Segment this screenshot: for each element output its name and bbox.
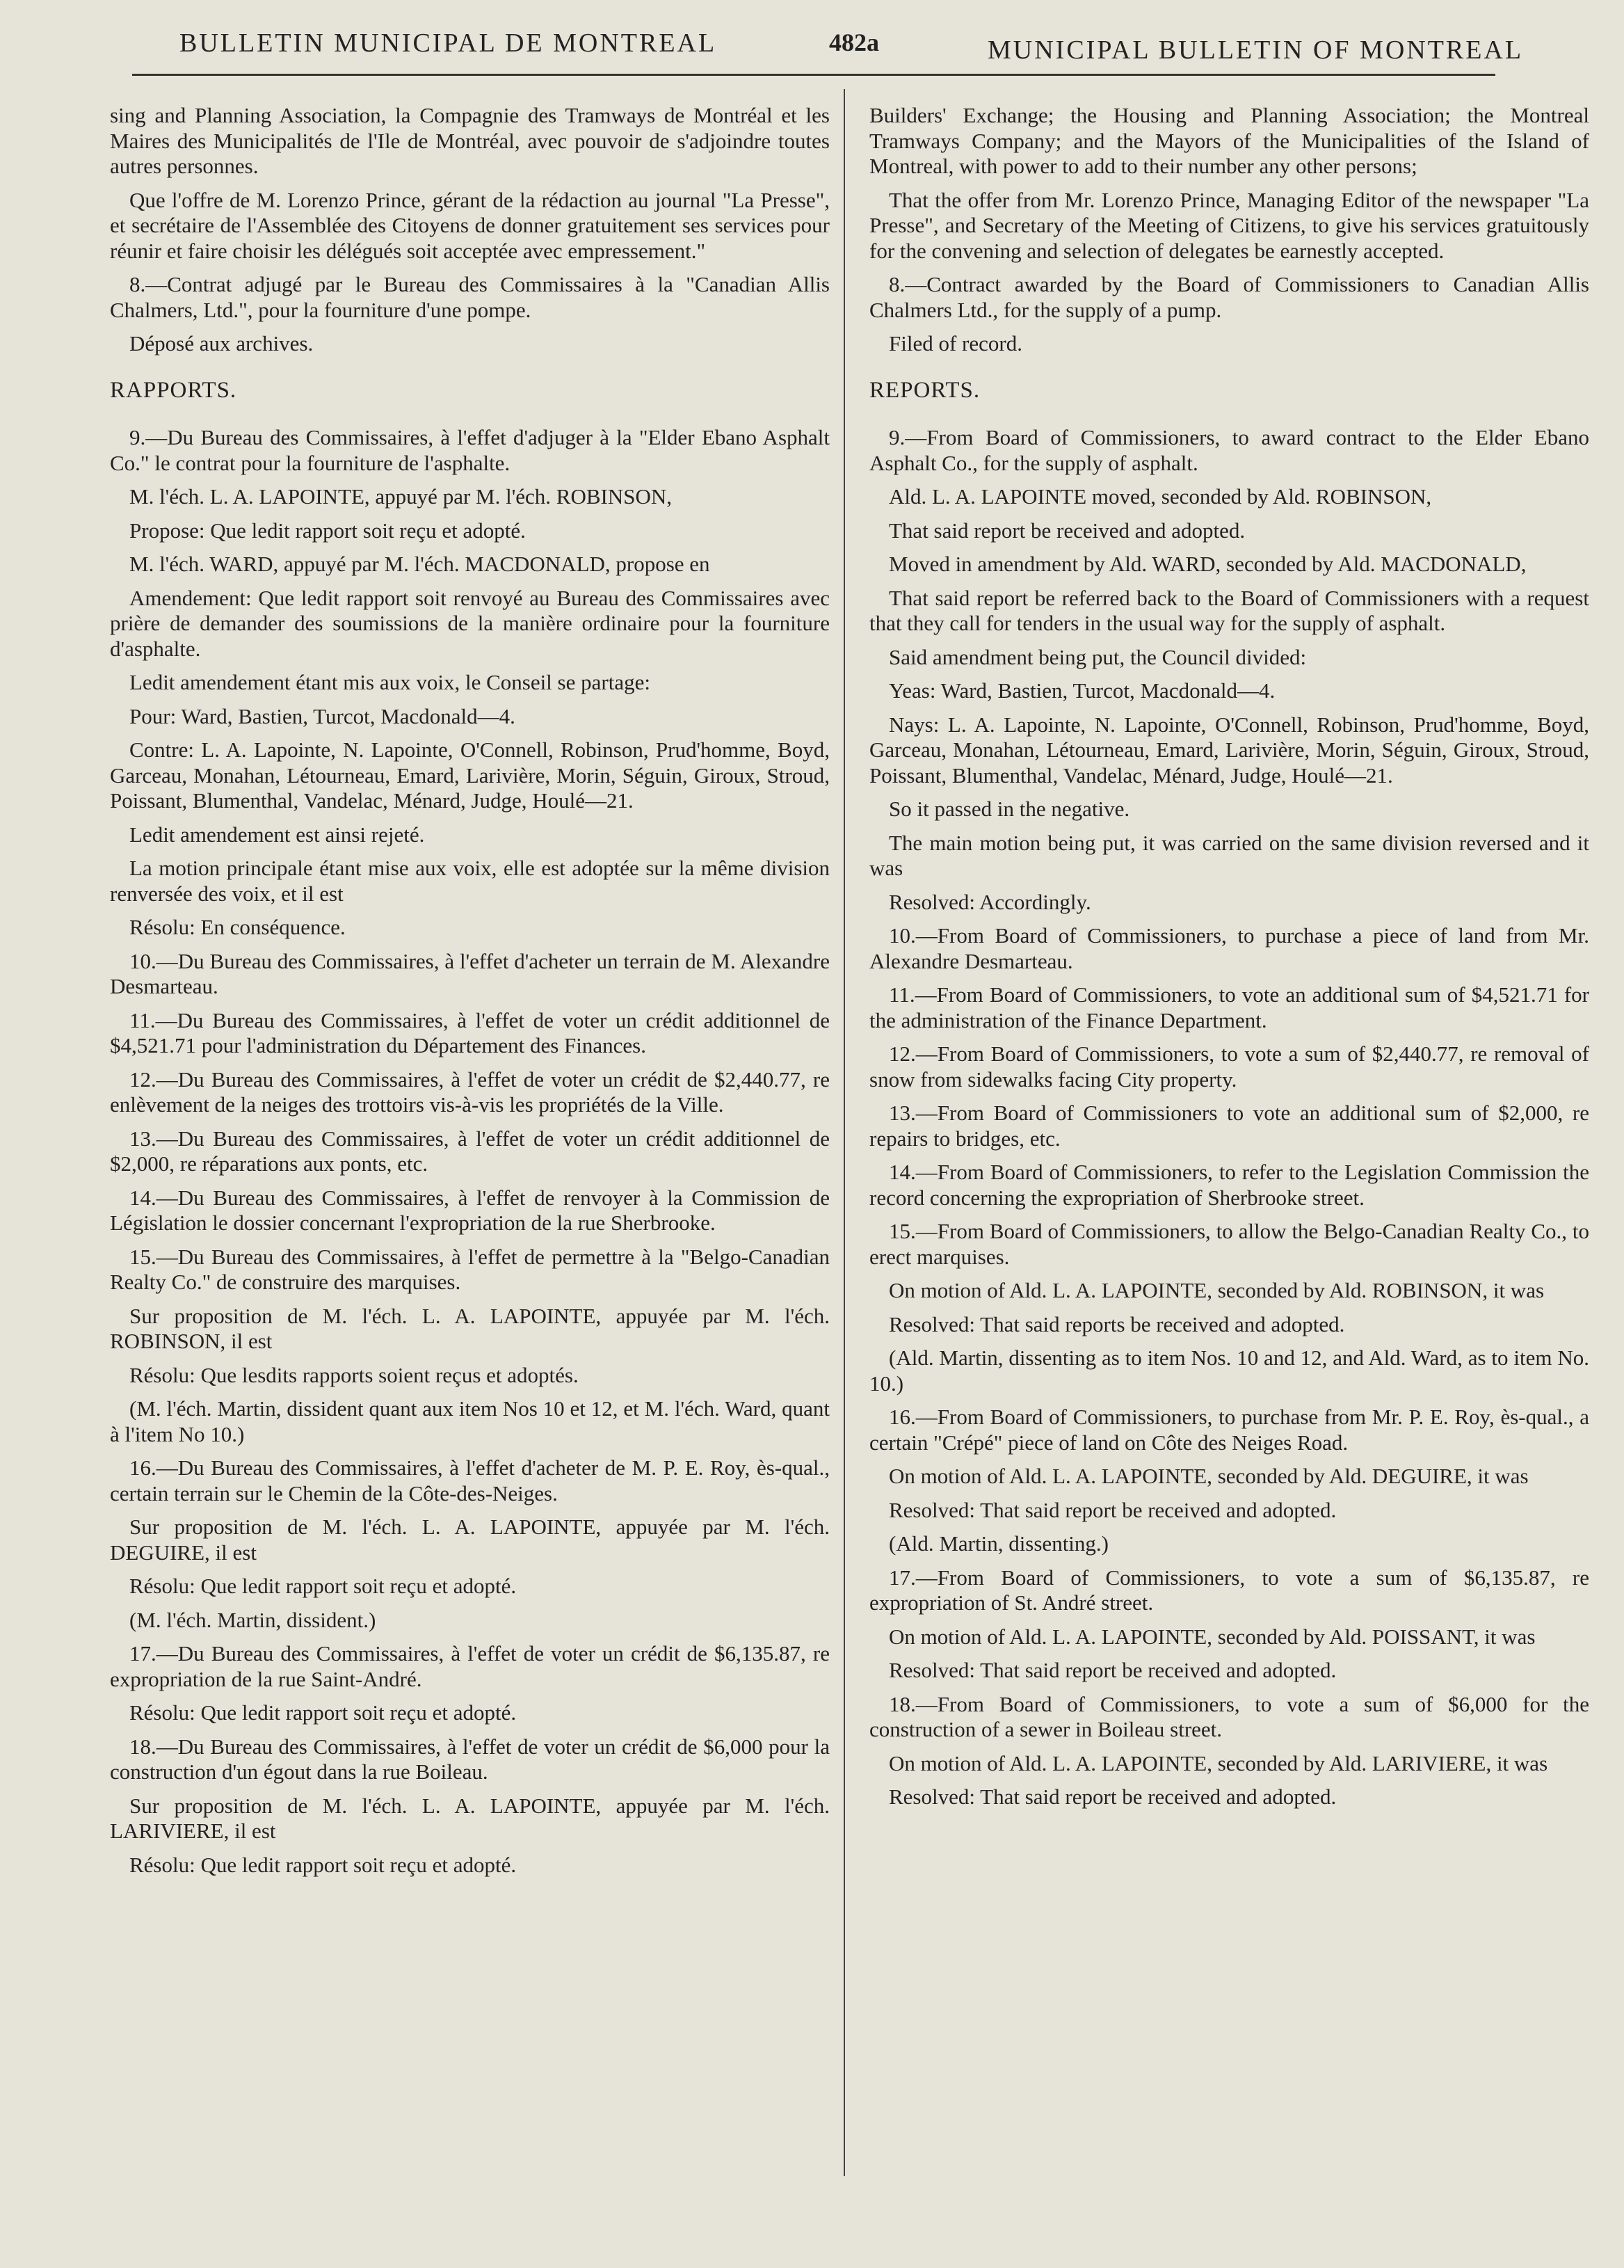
paragraph: So it passed in the negative. <box>889 797 1130 821</box>
paragraph: Résolu: Que ledit rapport soit reçu et adopté. <box>129 1700 517 1725</box>
paragraph: On motion of Ald. L. A. LAPOINTE, seconded by Ald. DEGUIRE, it was <box>889 1464 1529 1488</box>
paragraph: 12.—Du Bureau des Commissaires, à l'effet de voter un crédit de $2,440.77, re enlèvement de la neiges des trottoirs vis-à-vis les propriétés de la Ville. <box>110 1067 830 1117</box>
paragraph: Pour: Ward, Bastien, Turcot, Macdonald—4. <box>129 703 515 728</box>
paragraph: 18.—From Board of Commissioners, to vote a sum of $6,000 for the construction of a sewer in Boileau street. <box>869 1691 1589 1741</box>
paragraph: sing and Planning Association, la Compagnie des Tramways de Montréal et les Maires des Municipalités de l'Ile de Montréal, avec pouvoir de s'adjoindre toutes autres personnes. <box>110 103 830 178</box>
english-column <box>869 103 1589 1819</box>
paragraph: M. l'éch. L. A. LAPOINTE, appuyé par M. l'éch. ROBINSON, <box>129 484 673 509</box>
paragraph: Sur proposition de M. l'éch. L. A. LAPOINTE, appuyée par M. l'éch. LARIVIERE, il est <box>110 1793 830 1843</box>
paragraph: On motion of Ald. L. A. LAPOINTE, seconded by Ald. LARIVIERE, it was <box>889 1750 1548 1775</box>
paragraph: 14.—Du Bureau des Commissaires, à l'effet de renvoyer à la Commission de Législation le dossier concernant l'expropriation de la rue Sherbrooke. <box>110 1185 830 1235</box>
paragraph: 13.—Du Bureau des Commissaires, à l'effet de voter un crédit additionnel de $2,000, re réparations aux ponts, etc. <box>110 1126 830 1176</box>
paragraph: Sur proposition de M. l'éch. L. A. LAPOINTE, appuyée par M. l'éch. DEGUIRE, il est <box>110 1515 830 1565</box>
column-divider <box>844 89 845 2176</box>
paragraph: Propose: Que ledit rapport soit reçu et adopté. <box>129 518 526 543</box>
paragraph: Yeas: Ward, Bastien, Turcot, Macdonald—4. <box>889 678 1276 703</box>
paragraph: (M. l'éch. Martin, dissident quant aux item Nos 10 et 12, et M. l'éch. Ward, quant à l'item No 10.) <box>110 1396 830 1446</box>
paragraph: Résolu: Que ledit rapport soit reçu et adopté. <box>129 1852 517 1877</box>
paragraph: 15.—From Board of Commissioners, to allow the Belgo-Canadian Realty Co., to erect marquises. <box>869 1219 1589 1269</box>
paragraph: (Ald. Martin, dissenting.) <box>889 1531 1109 1556</box>
paragraph: Ledit amendement est ainsi rejeté. <box>129 822 425 847</box>
header-title-french: BULLETIN MUNICIPAL DE MONTREAL <box>179 29 717 58</box>
paragraph: 8.—Contract awarded by the Board of Commissioners to Canadian Allis Chalmers Ltd., for the supply of a pump. <box>869 272 1589 322</box>
paragraph: Nays: L. A. Lapointe, N. Lapointe, O'Connell, Robinson, Prud'homme, Boyd, Garceau, Monahan, Létourneau, Emard, Larivière, Morin, Séguin, Giroux, Stroud, Poissant, Blumenthal, Vandelac, Ménard, Judge, Houlé—21. <box>869 712 1589 788</box>
paragraph: Ald. L. A. LAPOINTE moved, seconded by Ald. ROBINSON, <box>889 484 1432 509</box>
paragraph: Résolu: Que lesdits rapports soient reçus et adoptés. <box>129 1362 579 1387</box>
paragraph: Said amendment being put, the Council divided: <box>889 644 1307 669</box>
paragraph: Sur proposition de M. l'éch. L. A. LAPOINTE, appuyée par M. l'éch. ROBINSON, il est <box>110 1303 830 1353</box>
paragraph: 11.—Du Bureau des Commissaires, à l'effet de voter un crédit additionnel de $4,521.71 pour l'administration du Département des Finances. <box>110 1007 830 1057</box>
page-header <box>0 28 1624 70</box>
paragraph: Résolu: En conséquence. <box>129 915 346 939</box>
paragraph: 10.—From Board of Commissioners, to purchase a piece of land from Mr. Alexandre Desmarteau. <box>869 923 1589 973</box>
paragraph: Builders' Exchange; the Housing and Planning Association; the Montreal Tramways Company; and the Mayors of the Municipalities of the Island of Montreal, with power to add to their number any other persons; <box>869 103 1589 178</box>
paragraph: Resolved: Accordingly. <box>889 889 1091 914</box>
paragraph: On motion of Ald. L. A. LAPOINTE, seconded by Ald. ROBINSON, it was <box>889 1278 1545 1302</box>
paragraph: Moved in amendment by Ald. WARD, seconded by Ald. MACDONALD, <box>889 552 1527 576</box>
paragraph: Resolved: That said report be received and adopted. <box>889 1658 1337 1682</box>
french-column <box>110 103 830 1886</box>
paragraph: 9.—Du Bureau des Commissaires, à l'effet d'adjuger à la "Elder Ebano Asphalt Co." le contrat pour la fourniture de l'asphalte. <box>110 425 830 475</box>
paragraph: 13.—From Board of Commissioners to vote an additional sum of $2,000, re repairs to bridges, etc. <box>869 1101 1589 1151</box>
paragraph: The main motion being put, it was carried on the same division reversed and it was <box>869 830 1589 880</box>
paragraph: 14.—From Board of Commissioners, to refer to the Legislation Commission the record concerning the expropriation of Sherbrooke street. <box>869 1160 1589 1210</box>
paragraph: On motion of Ald. L. A. LAPOINTE, seconded by Ald. POISSANT, it was <box>889 1624 1536 1649</box>
paragraph: That the offer from Mr. Lorenzo Prince, Managing Editor of the newspaper "La Presse", and Secretary of the Meeting of Citizens, to give his services gratuitously for the convening and selection of delegates be earnestly accepted. <box>869 187 1589 263</box>
header-title-english: MUNICIPAL BULLETIN OF MONTREAL <box>988 35 1524 65</box>
header-rule <box>132 74 1495 76</box>
page-number: 482a <box>829 29 879 56</box>
paragraph: Resolved: That said report be received and adopted. <box>889 1784 1337 1809</box>
paragraph: 17.—Du Bureau des Commissaires, à l'effet de voter un crédit de $6,135.87, re expropriation de la rue Saint-André. <box>110 1641 830 1691</box>
section-heading: REPORTS. <box>869 377 981 403</box>
paragraph: Filed of record. <box>889 331 1022 356</box>
paragraph: (Ald. Martin, dissenting as to item Nos. 10 and 12, and Ald. Ward, as to item No. 10.) <box>869 1345 1589 1396</box>
paragraph: That said report be received and adopted. <box>889 518 1246 543</box>
paragraph: 12.—From Board of Commissioners, to vote a sum of $2,440.77, re removal of snow from sidewalks facing City property. <box>869 1041 1589 1092</box>
paragraph: (M. l'éch. Martin, dissident.) <box>129 1607 376 1632</box>
paragraph: Contre: L. A. Lapointe, N. Lapointe, O'Connell, Robinson, Prud'homme, Boyd, Garceau, Monahan, Létourneau, Emard, Larivière, Morin, Séguin, Giroux, Stroud, Poissant, Blumenthal, Vandelac, Ménard, Judge, Houlé—21. <box>110 737 830 813</box>
paragraph: Ledit amendement étant mis aux voix, le Conseil se partage: <box>129 670 650 694</box>
paragraph: Resolved: That said reports be received and adopted. <box>889 1311 1345 1336</box>
section-heading: RAPPORTS. <box>110 377 237 403</box>
paragraph: La motion principale étant mise aux voix, elle est adoptée sur la même division renversée des voix, et il est <box>110 856 830 906</box>
paragraph: 15.—Du Bureau des Commissaires, à l'effet de permettre à la "Belgo-Canadian Realty Co." de construire des marquises. <box>110 1244 830 1294</box>
paragraph: Résolu: Que ledit rapport soit reçu et adopté. <box>129 1574 517 1598</box>
paragraph: 16.—Du Bureau des Commissaires, à l'effet d'acheter de M. P. E. Roy, ès-qual., certain terrain sur le Chemin de la Côte-des-Neiges. <box>110 1455 830 1506</box>
paragraph: Que l'offre de M. Lorenzo Prince, gérant de la rédaction au journal "La Presse", et secrétaire de l'Assemblée des Citoyens de donner gratuitement ses services pour réunir et faire choisir les délégués soit acceptée avec empressement." <box>110 187 830 263</box>
paragraph: That said report be referred back to the Board of Commissioners with a request that they call for tenders in the usual way for the supply of asphalt. <box>869 585 1589 635</box>
paragraph: Déposé aux archives. <box>129 331 314 356</box>
paragraph: 16.—From Board of Commissioners, to purchase from Mr. P. E. Roy, ès-qual., a certain "Crépé" piece of land on Côte des Neiges Road. <box>869 1405 1589 1455</box>
paragraph: 11.—From Board of Commissioners, to vote an additional sum of $4,521.71 for the administration of the Finance Department. <box>869 982 1589 1032</box>
paragraph: 8.—Contrat adjugé par le Bureau des Commissaires à la "Canadian Allis Chalmers, Ltd.", pour la fourniture d'une pompe. <box>110 272 830 322</box>
paragraph: 9.—From Board of Commissioners, to award contract to the Elder Ebano Asphalt Co., for the supply of asphalt. <box>869 425 1589 475</box>
paragraph: Amendement: Que ledit rapport soit renvoyé au Bureau des Commissaires avec prière de demander des soumissions de la manière ordinaire pour la fourniture d'asphalte. <box>110 585 830 661</box>
paragraph: M. l'éch. WARD, appuyé par M. l'éch. MACDONALD, propose en <box>129 552 710 576</box>
paragraph: 10.—Du Bureau des Commissaires, à l'effet d'acheter un terrain de M. Alexandre Desmarteau. <box>110 948 830 998</box>
paragraph: Resolved: That said report be received and adopted. <box>889 1497 1337 1522</box>
paragraph: 18.—Du Bureau des Commissaires, à l'effet de voter un crédit de $6,000 pour la construction d'un égout dans la rue Boileau. <box>110 1734 830 1784</box>
paragraph: 17.—From Board of Commissioners, to vote a sum of $6,135.87, re expropriation of St. André street. <box>869 1565 1589 1615</box>
